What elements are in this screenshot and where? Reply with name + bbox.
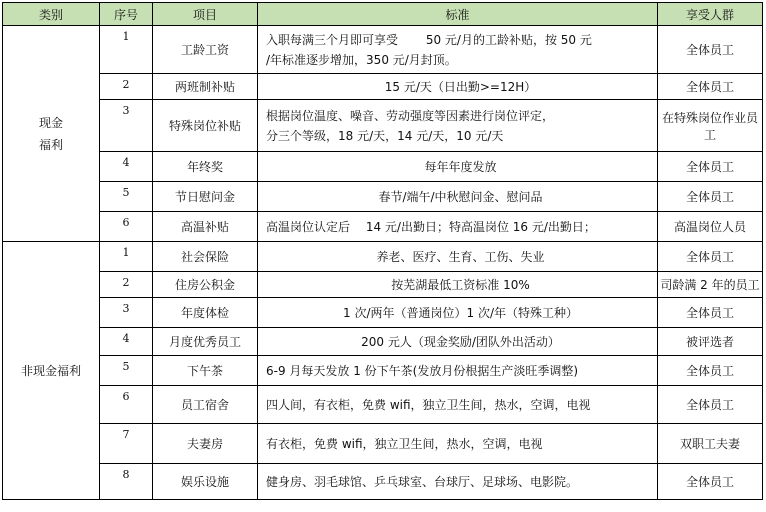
standard-line: 根据岗位温度、噪音、劳动强度等因素进行岗位评定， — [266, 108, 555, 123]
standard-line: 四人间，有衣柜，免费 wifi，独立卫生间，热水，空调，电视 — [266, 397, 591, 412]
standard-line: /年标准逐步增加，350 元/月封顶。 — [266, 52, 457, 67]
row-standard — [258, 100, 658, 152]
standard-line: 1 次/两年（普通岗位）1 次/年（特殊工种） — [343, 305, 578, 320]
row-group: 全体员工 — [658, 242, 763, 272]
row-number: 8 — [100, 464, 153, 500]
row-standard — [258, 298, 658, 328]
row-group: 在特殊岗位作业员工 — [658, 100, 763, 152]
category-cell-non-cash — [3, 242, 100, 500]
standard-line: 15 元/天（日出勤>=12H） — [384, 79, 537, 94]
standard-line: 按芜湖最低工资标准 10% — [391, 277, 530, 292]
standard-line: 6-9 月每天发放 1 份下午茶(发放月份根据生产淡旺季调整) — [266, 363, 579, 378]
standard-line: 养老、医疗、生育、工伤、失业 — [376, 249, 545, 264]
table-row — [3, 182, 763, 212]
row-number: 6 — [100, 212, 153, 242]
header-standard: 标准 — [258, 3, 658, 26]
table-row — [3, 298, 763, 328]
table-row — [3, 26, 763, 74]
row-number: 5 — [100, 356, 153, 386]
table-row — [3, 100, 763, 152]
row-item: 下午茶 — [153, 356, 258, 386]
row-item: 夫妻房 — [153, 424, 258, 464]
row-number: 3 — [100, 100, 153, 152]
row-item: 年度体检 — [153, 298, 258, 328]
table-row — [3, 464, 763, 500]
row-group: 全体员工 — [658, 26, 763, 74]
standard-line: 每年年度发放 — [424, 159, 497, 174]
row-group: 全体员工 — [658, 464, 763, 500]
header-number: 序号 — [100, 3, 153, 26]
table-row — [3, 212, 763, 242]
standard-line: 有衣柜，免费 wifi，独立卫生间，热水，空调，电视 — [266, 436, 543, 451]
row-item: 年终奖 — [153, 152, 258, 182]
standard-line: 春节/端午/中秋慰问金、慰问品 — [378, 189, 543, 204]
row-item: 两班制补贴 — [153, 74, 258, 100]
category-label-line: 福利 — [38, 137, 63, 152]
standard-line: 分三个等级，18 元/天，14 元/天，10 元/天 — [266, 128, 504, 143]
row-standard — [258, 242, 658, 272]
row-group: 全体员工 — [658, 74, 763, 100]
row-group: 高温岗位人员 — [658, 212, 763, 242]
table-row — [3, 356, 763, 386]
header-eligible-group: 享受人群 — [658, 3, 763, 26]
row-item: 住房公积金 — [153, 272, 258, 298]
row-item: 高温补贴 — [153, 212, 258, 242]
table-row — [3, 424, 763, 464]
table-row — [3, 74, 763, 100]
row-number: 1 — [100, 242, 153, 272]
row-item: 社会保险 — [153, 242, 258, 272]
row-number: 1 — [100, 26, 153, 74]
row-number: 7 — [100, 424, 153, 464]
benefits-table — [2, 2, 763, 500]
row-standard — [258, 272, 658, 298]
row-number: 2 — [100, 74, 153, 100]
row-standard — [258, 182, 658, 212]
row-item: 月度优秀员工 — [153, 328, 258, 356]
row-standard — [258, 464, 658, 500]
row-number: 5 — [100, 182, 153, 212]
row-number: 3 — [100, 298, 153, 328]
row-number: 6 — [100, 386, 153, 424]
category-label-line: 非现金福利 — [20, 363, 81, 378]
row-group: 双职工夫妻 — [658, 424, 763, 464]
table-row — [3, 272, 763, 298]
header-item: 项目 — [153, 3, 258, 26]
row-number: 4 — [100, 328, 153, 356]
header-category: 类别 — [3, 3, 100, 26]
table-row — [3, 152, 763, 182]
row-group: 被评选者 — [658, 328, 763, 356]
row-standard — [258, 74, 658, 100]
row-item: 工龄工资 — [153, 26, 258, 74]
row-group: 全体员工 — [658, 356, 763, 386]
table-row — [3, 328, 763, 356]
table-row — [3, 242, 763, 272]
row-standard — [258, 26, 658, 74]
row-standard — [258, 328, 658, 356]
row-standard — [258, 212, 658, 242]
row-item: 娱乐设施 — [153, 464, 258, 500]
standard-line: 高温岗位认定后 14 元/出勤日；特高温岗位 16 元/出勤日； — [266, 219, 596, 234]
row-standard — [258, 386, 658, 424]
row-item: 特殊岗位补贴 — [153, 100, 258, 152]
header-row — [3, 3, 763, 26]
row-standard — [258, 356, 658, 386]
category-label-line: 现金 — [38, 115, 63, 130]
row-number: 4 — [100, 152, 153, 182]
table-row — [3, 386, 763, 424]
category-cell-cash — [3, 26, 100, 242]
row-standard — [258, 424, 658, 464]
row-number: 2 — [100, 272, 153, 298]
row-item: 员工宿舍 — [153, 386, 258, 424]
row-group: 全体员工 — [658, 152, 763, 182]
row-group: 全体员工 — [658, 386, 763, 424]
row-group: 司龄满 2 年的员工 — [658, 272, 763, 298]
row-standard — [258, 152, 658, 182]
standard-line: 入职每满三个月即可享受 50 元/月的工龄补贴，按 50 元 — [266, 32, 592, 47]
standard-line: 200 元人（现金奖励/团队外出活动） — [361, 334, 560, 349]
row-group: 全体员工 — [658, 182, 763, 212]
standard-line: 健身房、羽毛球馆、乒乓球室、台球厅、足球场、电影院。 — [266, 474, 579, 489]
row-item: 节日慰问金 — [153, 182, 258, 212]
row-group: 全体员工 — [658, 298, 763, 328]
